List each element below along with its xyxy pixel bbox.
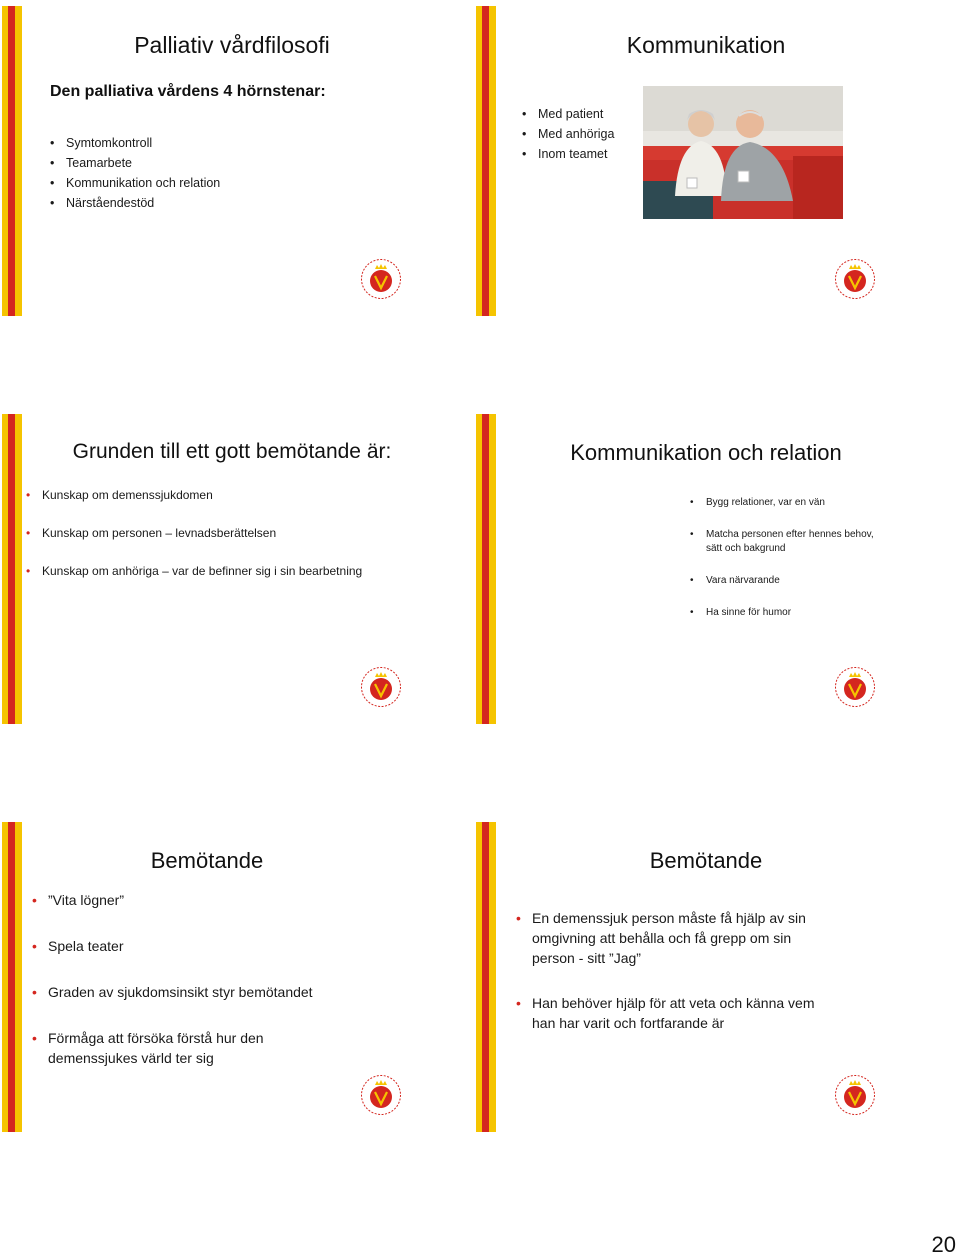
bullet-item: • Matcha personen efter hennes behov, sätt och bakgrund xyxy=(688,528,878,556)
slide-bemotande-2 xyxy=(476,822,916,1132)
bullet-list xyxy=(520,104,614,164)
organization-logo xyxy=(360,1074,402,1116)
slide-title: Bemötande xyxy=(649,848,763,873)
slide-kommunikation xyxy=(476,6,916,316)
bullet-item: • Inom teamet xyxy=(520,144,614,164)
slide-title: Bemötande xyxy=(150,848,264,873)
bullet-list xyxy=(24,488,362,578)
bullet-item: • Ha sinne för humor xyxy=(688,606,878,620)
slide-title: Palliativ vårdfilosofi xyxy=(134,32,330,58)
bullet-item: • Teamarbete xyxy=(48,153,220,173)
bullet-item: • Graden av sjukdomsinsikt styr bemötandet xyxy=(30,982,320,1002)
slide-kommunikation-relation xyxy=(476,414,916,724)
bullet-item: • Kunskap om demenssjukdomen xyxy=(24,488,362,502)
bullet-item: • En demenssjuk person måste få hjälp av sin omgivning att behålla och få grepp om sin person - sitt ”Jag” xyxy=(514,908,834,968)
bullet-item: • Närståendestöd xyxy=(48,193,220,213)
slide-stripe xyxy=(2,414,22,724)
bullet-item: • Bygg relationer, var en vän xyxy=(688,496,878,510)
slide-stripe xyxy=(476,822,496,1132)
organization-logo xyxy=(360,258,402,300)
bullet-list xyxy=(688,496,878,620)
bullet-item: • Vara närvarande xyxy=(688,574,878,588)
slide-title: Grunden till ett gott bemötande är: xyxy=(72,440,392,463)
bullet-list xyxy=(514,908,834,1033)
slide-subtitle: Den palliativa vårdens 4 hörnstenar: xyxy=(50,83,326,100)
bullet-item: • Han behöver hjälp för att veta och känna vem han har varit och fortfarande är xyxy=(514,993,834,1033)
slide-grunden-bemotande xyxy=(2,414,442,724)
bullet-item: • Spela teater xyxy=(30,936,320,956)
organization-logo xyxy=(834,1074,876,1116)
couple-photo xyxy=(643,86,843,219)
slide-stripe xyxy=(2,822,22,1132)
bullet-item: • Med patient xyxy=(520,104,614,124)
bullet-list xyxy=(30,890,320,1068)
slide-bemotande-1 xyxy=(2,822,442,1132)
bullet-item: • Kunskap om personen – levnadsberättelsen xyxy=(24,526,362,540)
bullet-item: • ”Vita lögner” xyxy=(30,890,320,910)
organization-logo xyxy=(834,666,876,708)
slide-stripe xyxy=(476,414,496,724)
organization-logo xyxy=(834,258,876,300)
slide-title: Kommunikation och relation xyxy=(570,440,842,465)
bullet-list xyxy=(48,133,220,213)
bullet-item: • Kommunikation och relation xyxy=(48,173,220,193)
slide-palliativ-vardfilosofi xyxy=(2,6,442,316)
slide-stripe xyxy=(476,6,496,316)
bullet-item: • Förmåga att försöka förstå hur den demenssjukes värld ter sig xyxy=(30,1028,320,1068)
bullet-item: • Kunskap om anhöriga – var de befinner sig i sin bearbetning xyxy=(24,564,362,578)
slide-stripe xyxy=(2,6,22,316)
bullet-item: • Symtomkontroll xyxy=(48,133,220,153)
slide-title: Kommunikation xyxy=(626,32,786,58)
organization-logo xyxy=(360,666,402,708)
page-number: 20 xyxy=(931,1232,956,1257)
bullet-item: • Med anhöriga xyxy=(520,124,614,144)
